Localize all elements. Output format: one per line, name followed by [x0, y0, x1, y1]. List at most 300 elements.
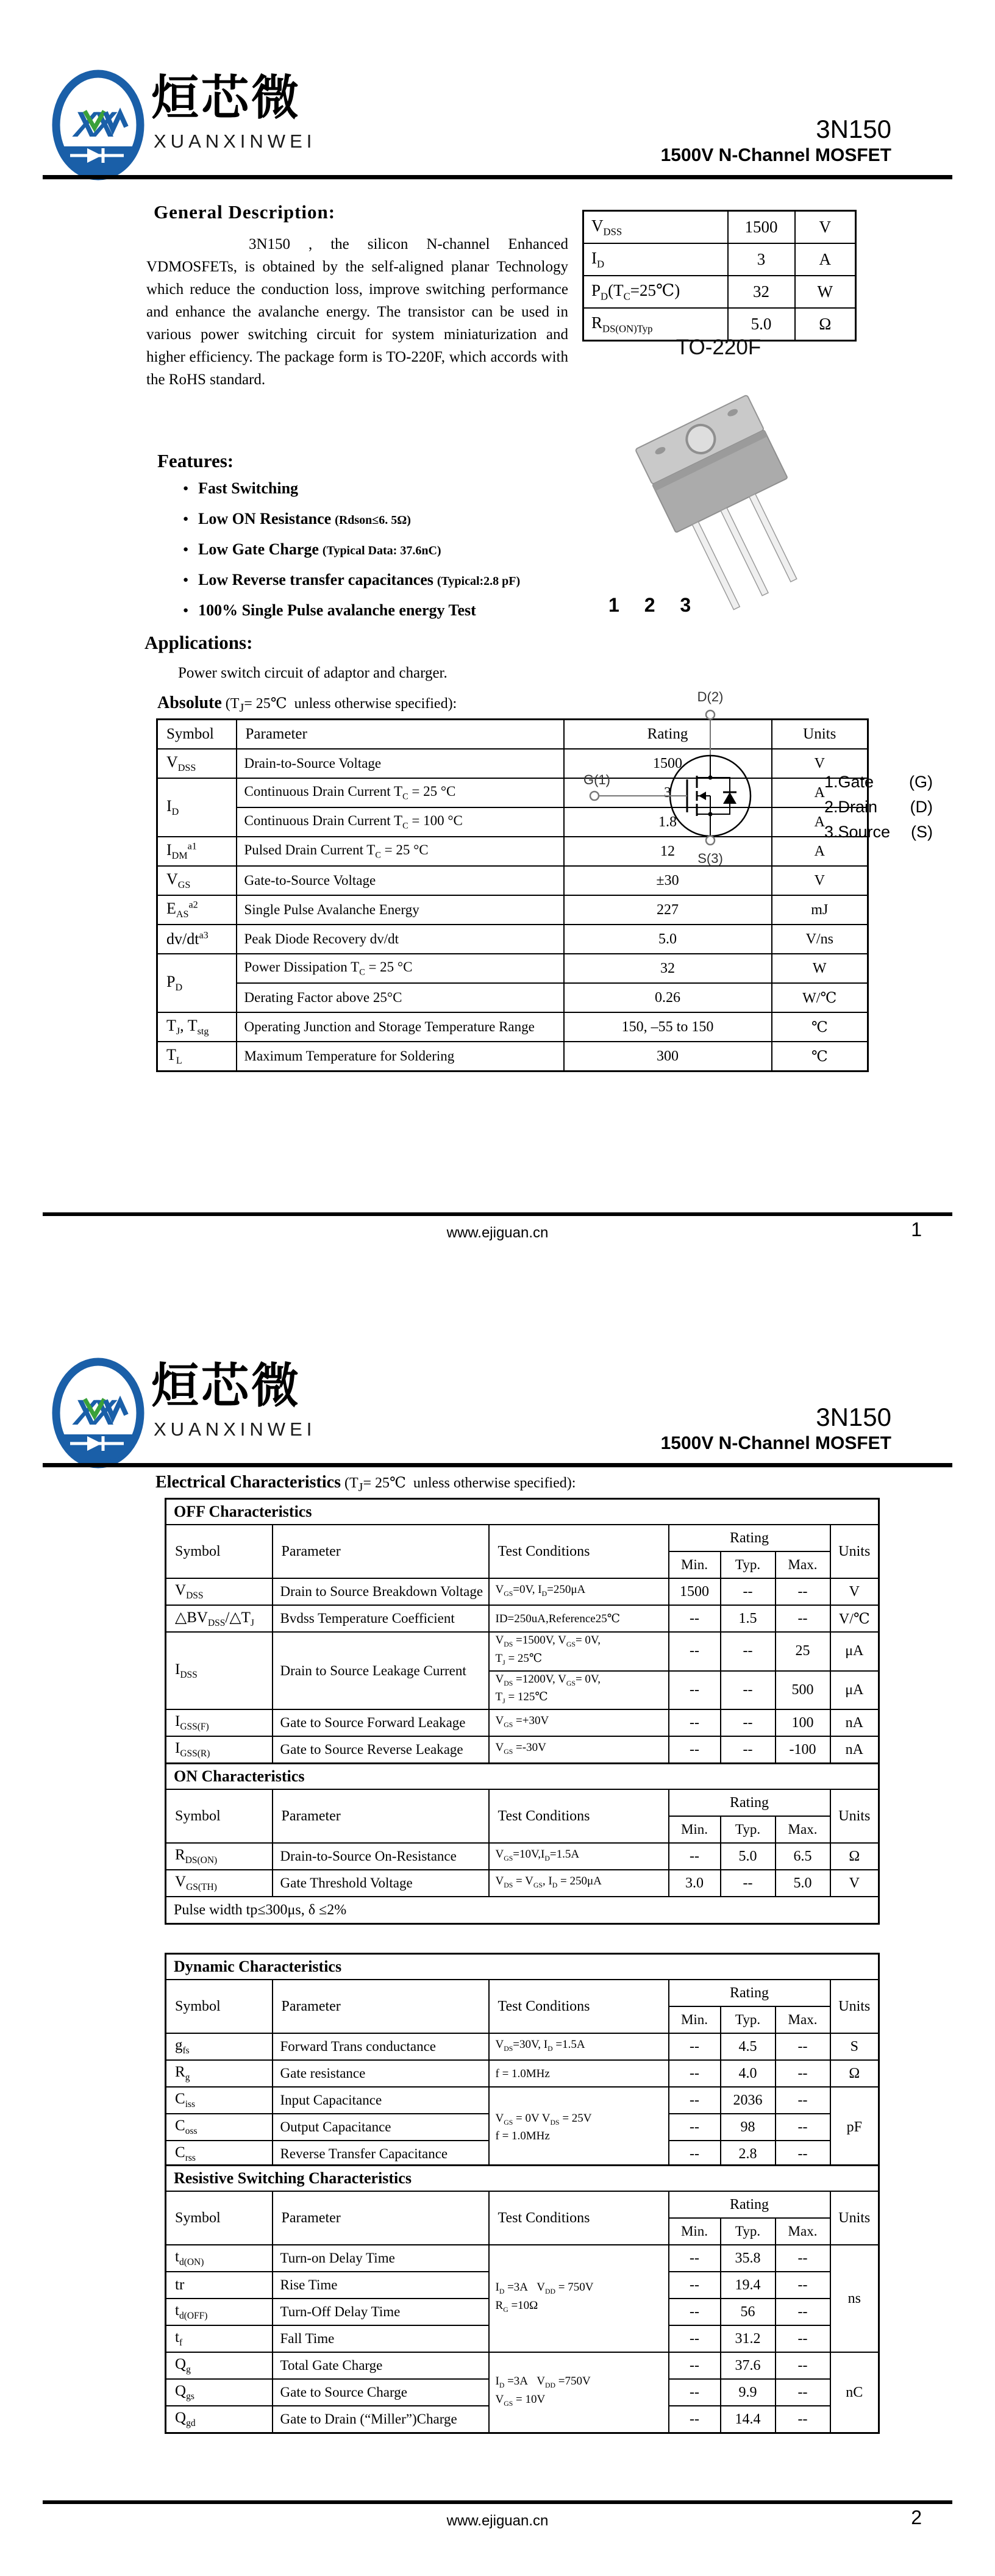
- applications-text: Power switch circuit of adaptor and charger.: [178, 665, 448, 681]
- summary-value: 32: [728, 276, 795, 308]
- conditions-cell: $V_{DS} =1200V$, $V_{GS}= 0V$, $T_J$ = 125℃: [489, 1671, 669, 1710]
- col-header-typ: Typ.: [721, 1816, 776, 1843]
- col-header-rating: Rating: [669, 1980, 830, 2006]
- gate-pin-label: G(1): [583, 772, 610, 787]
- brand-name-cn: 烜芯微: [151, 1359, 302, 1412]
- symbol-cell: $g_{fs}$: [166, 2033, 273, 2060]
- col-header-symbol: Symbol: [166, 1789, 273, 1843]
- symbol-cell: $V_{DSS}$: [157, 749, 237, 778]
- pin-name: 3.Source: [824, 823, 891, 841]
- summary-symbol: $P_D(T_C=25℃)$: [583, 276, 728, 308]
- table-row: [166, 2033, 879, 2060]
- col-header-units: Units: [830, 1789, 879, 1843]
- summary-value: 3: [728, 243, 795, 276]
- units-cell: ℃: [772, 1012, 868, 1042]
- symbol-cell: $E_{AS}^{a2}$: [157, 895, 237, 925]
- resistive-switching-table: [165, 2164, 880, 2434]
- symbol-cell: $Q_g$: [166, 2352, 273, 2379]
- feature-text: Low Reverse transfer capacitances: [198, 571, 433, 589]
- general-description-title: General Description:: [154, 201, 336, 223]
- col-header-parameter: Parameter: [273, 1525, 489, 1578]
- svg-text:X: X: [74, 1393, 98, 1433]
- max-cell: --: [776, 2141, 830, 2168]
- symbol-cell: $\triangle BV_{DSS}/\triangle T_J$: [166, 1605, 273, 1632]
- source-pin-label: S(3): [697, 851, 723, 866]
- rating-cell: 150, –55 to 150: [564, 1012, 772, 1042]
- col-header-typ: Typ.: [721, 2218, 776, 2245]
- table-section-title: OFF Characteristics: [166, 1499, 879, 1525]
- col-header-conditions: Test Conditions: [489, 1980, 669, 2033]
- pin-numbers-label: 1 2 3: [608, 594, 701, 616]
- parameter-cell: Gate resistance: [273, 2060, 489, 2087]
- table-row: [157, 954, 868, 983]
- table-row: [166, 1843, 879, 1870]
- col-header-units: Units: [830, 1980, 879, 2033]
- feature-text: Fast Switching: [198, 479, 299, 497]
- bullet-icon: ●: [183, 514, 189, 524]
- min-cell: --: [669, 1632, 721, 1671]
- col-header-units: Units: [830, 2191, 879, 2245]
- min-cell: --: [669, 2114, 721, 2141]
- max-cell: --: [776, 2087, 830, 2114]
- bullet-icon: ●: [183, 606, 189, 615]
- parameter-cell: Gate to Source Forward Leakage: [273, 1709, 489, 1736]
- table-row: [583, 276, 856, 308]
- max-cell: --: [776, 2060, 830, 2087]
- symbol-cell: $t_{d(OFF)}$: [166, 2299, 273, 2325]
- feature-text: Low ON Resistance: [198, 510, 332, 528]
- mosfet-schematic: [576, 683, 832, 921]
- pin-letter: (S): [911, 823, 933, 841]
- units-cell: V: [772, 866, 868, 895]
- min-cell: --: [669, 2141, 721, 2168]
- max-cell: 500: [776, 1671, 830, 1710]
- col-header-rating: Rating: [669, 2191, 830, 2218]
- table-section-title: Resistive Switching Characteristics: [166, 2166, 879, 2192]
- part-subtitle: 1500V N-Channel MOSFET: [660, 1433, 891, 1453]
- pin-letter: (G): [909, 773, 933, 791]
- col-header-min: Min.: [669, 1551, 721, 1578]
- parameter-cell: Gate to Source Charge: [273, 2379, 489, 2406]
- max-cell: --: [776, 2406, 830, 2433]
- symbol-cell: $Q_{gd}$: [166, 2406, 273, 2433]
- table-row: [166, 2352, 879, 2379]
- units-cell: W/℃: [772, 983, 868, 1012]
- max-cell: 25: [776, 1632, 830, 1671]
- summary-value: 1500: [728, 211, 795, 244]
- svg-text:X: X: [74, 105, 98, 145]
- col-header-max: Max.: [776, 1551, 830, 1578]
- footer-rule: [43, 2500, 952, 2504]
- symbol-cell: tr: [166, 2272, 273, 2299]
- min-cell: --: [669, 2299, 721, 2325]
- min-cell: --: [669, 2245, 721, 2272]
- parameter-cell: Drain to Source Leakage Current: [273, 1632, 489, 1709]
- key-specs-table: [582, 210, 857, 342]
- parameter-cell: Rise Time: [273, 2272, 489, 2299]
- footer-url: www.ejiguan.cn: [446, 2513, 549, 2529]
- dynamic-characteristics-table: [165, 1953, 880, 2169]
- svg-text:X: X: [92, 105, 116, 145]
- col-header-parameter: Parameter: [273, 1980, 489, 2033]
- table-row: [166, 1870, 879, 1897]
- col-header-min: Min.: [669, 2006, 721, 2033]
- parameter-cell: Turn-on Delay Time: [273, 2245, 489, 2272]
- table-row: [166, 1605, 879, 1632]
- min-cell: 1500: [669, 1578, 721, 1605]
- max-cell: 6.5: [776, 1843, 830, 1870]
- table-section-title: Dynamic Characteristics: [166, 1954, 879, 1980]
- feature-text: Low Gate Charge: [198, 540, 319, 558]
- conditions-cell: $I_D =3A$ $V_{DD} = 750V$ $R_G =10\Omega$: [489, 2245, 669, 2352]
- feature-item: [183, 479, 520, 510]
- parameter-cell: Gate to Source Reverse Leakage: [273, 1736, 489, 1764]
- absolute-title-bold: Absolute: [157, 693, 222, 712]
- parameter-cell: Gate Threshold Voltage: [273, 1870, 489, 1897]
- table-header-row: [166, 1525, 879, 1551]
- symbol-cell: $V_{DSS}$: [166, 1578, 273, 1605]
- symbol-cell: $t_f$: [166, 2325, 273, 2352]
- table-row: [166, 1736, 879, 1764]
- max-cell: 100: [776, 1709, 830, 1736]
- col-header-rating: Rating: [669, 1789, 830, 1816]
- typ-cell: 35.8: [721, 2245, 776, 2272]
- page-number: 2: [911, 2506, 922, 2528]
- min-cell: --: [669, 2325, 721, 2352]
- brand-logo-icon: [52, 1356, 144, 1470]
- col-header-max: Max.: [776, 2218, 830, 2245]
- min-cell: --: [669, 2272, 721, 2299]
- conditions-cell: $V_{GS}=10V,I_D=1.5A$: [489, 1843, 669, 1870]
- rating-cell: 5.0: [564, 925, 772, 954]
- table-header-row: [166, 1980, 879, 2006]
- table-row: [166, 2245, 879, 2272]
- on-characteristics-table: [165, 1762, 880, 1925]
- typ-cell: --: [721, 1632, 776, 1671]
- typ-cell: 37.6: [721, 2352, 776, 2379]
- symbol-cell: $I_{DSS}$: [166, 1632, 273, 1709]
- typ-cell: 1.5: [721, 1605, 776, 1632]
- conditions-cell: f = 1.0MHz: [489, 2060, 669, 2087]
- off-characteristics-table: [165, 1498, 880, 1764]
- conditions-cell: $V_{GS} =+30V$: [489, 1709, 669, 1736]
- part-number: 3N150: [816, 115, 891, 143]
- col-header-conditions: Test Conditions: [489, 2191, 669, 2245]
- symbol-cell: $V_{GS}$: [157, 866, 237, 895]
- symbol-cell: $P_D$: [157, 954, 237, 1012]
- typ-cell: 98: [721, 2114, 776, 2141]
- col-header-parameter: Parameter: [273, 2191, 489, 2245]
- col-header-max: Max.: [776, 2006, 830, 2033]
- max-cell: --: [776, 2245, 830, 2272]
- min-cell: --: [669, 2060, 721, 2087]
- drain-pin-label: D(2): [697, 689, 724, 704]
- pin-legend-row: [824, 795, 933, 820]
- units-cell: S: [830, 2033, 879, 2060]
- units-cell: μA: [830, 1671, 879, 1710]
- feature-detail: (Typical:2.8 pF): [437, 574, 521, 588]
- col-header-typ: Typ.: [721, 2006, 776, 2033]
- parameter-cell: Drain-to-Source Voltage: [237, 749, 564, 778]
- units-cell: mJ: [772, 895, 868, 925]
- parameter-cell: Input Capacitance: [273, 2087, 489, 2114]
- units-cell: V: [830, 1870, 879, 1897]
- symbol-cell: $V_{GS(TH)}$: [166, 1870, 273, 1897]
- parameter-cell: Peak Diode Recovery dv/dt: [237, 925, 564, 954]
- conditions-cell: $V_{DS} = V_{GS}$, $I_D = 250\mu A$: [489, 1870, 669, 1897]
- rating-cell: 1500: [564, 749, 772, 778]
- table-row: [157, 1012, 868, 1042]
- min-cell: --: [669, 2087, 721, 2114]
- min-cell: --: [669, 1736, 721, 1764]
- typ-cell: 14.4: [721, 2406, 776, 2433]
- symbol-cell: $dv/dt^{a3}$: [157, 925, 237, 954]
- parameter-cell: Power Dissipation $T_C = 25$ °C: [237, 954, 564, 983]
- header-rule: [43, 175, 952, 179]
- conditions-cell: $V_{DS} =1500V$, $V_{GS}= 0V$, $T_J$ = 25℃: [489, 1632, 669, 1671]
- max-cell: --: [776, 2379, 830, 2406]
- max-cell: --: [776, 2299, 830, 2325]
- units-cell: V/℃: [830, 1605, 879, 1632]
- conditions-cell: $V_{GS} =-30V$: [489, 1736, 669, 1764]
- elec-title-bold: Electrical Characteristics: [155, 1473, 341, 1492]
- rating-cell: 32: [564, 954, 772, 983]
- footer-url: www.ejiguan.cn: [446, 1225, 549, 1241]
- conditions-cell: $V_{GS} = 0V$ $V_{DS} = 25V$ f = 1.0MHz: [489, 2087, 669, 2168]
- feature-item: [183, 601, 520, 632]
- symbol-cell: $I_{DM}^{a1}$: [157, 837, 237, 866]
- units-cell: ns: [830, 2245, 879, 2352]
- parameter-cell: Fall Time: [273, 2325, 489, 2352]
- part-number: 3N150: [816, 1403, 891, 1431]
- units-cell: V/ns: [772, 925, 868, 954]
- symbol-cell: $T_J$, $T_{stg}$: [157, 1012, 237, 1042]
- col-header-rating: Rating: [564, 720, 772, 750]
- col-header-symbol: Symbol: [166, 2191, 273, 2245]
- units-cell: μA: [830, 1632, 879, 1671]
- brand-name-en: XUANXINWEI: [154, 1419, 316, 1440]
- units-cell: A: [772, 778, 868, 807]
- units-cell: V: [830, 1578, 879, 1605]
- table-header-row: [166, 1789, 879, 1816]
- symbol-cell: $T_L$: [157, 1042, 237, 1072]
- summary-unit: W: [795, 276, 856, 308]
- col-header-units: Units: [772, 720, 868, 750]
- min-cell: --: [669, 1605, 721, 1632]
- min-cell: --: [669, 2406, 721, 2433]
- parameter-cell: Drain to Source Breakdown Voltage: [273, 1578, 489, 1605]
- symbol-cell: $I_{GSS(F)}$: [166, 1709, 273, 1736]
- units-cell: nC: [830, 2352, 879, 2433]
- min-cell: --: [669, 2033, 721, 2060]
- units-cell: V: [772, 749, 868, 778]
- rating-cell: 1.8: [564, 807, 772, 837]
- typ-cell: 4.5: [721, 2033, 776, 2060]
- symbol-cell: $C_{rss}$: [166, 2141, 273, 2168]
- package-photo: [579, 365, 841, 627]
- col-header-symbol: Symbol: [166, 1980, 273, 2033]
- min-cell: --: [669, 1709, 721, 1736]
- rating-cell: 12: [564, 837, 772, 866]
- parameter-cell: Gate-to-Source Voltage: [237, 866, 564, 895]
- max-cell: --: [776, 2033, 830, 2060]
- col-header-typ: Typ.: [721, 1551, 776, 1578]
- max-cell: --: [776, 1578, 830, 1605]
- pin-letter: (D): [910, 798, 933, 816]
- part-subtitle: 1500V N-Channel MOSFET: [660, 145, 891, 165]
- summary-value: 5.0: [728, 308, 795, 341]
- parameter-cell: Forward Trans conductance: [273, 2033, 489, 2060]
- parameter-cell: Reverse Transfer Capacitance: [273, 2141, 489, 2168]
- parameter-cell: Total Gate Charge: [273, 2352, 489, 2379]
- table-row: [583, 243, 856, 276]
- parameter-cell: Gate to Drain (“Miller”)Charge: [273, 2406, 489, 2433]
- features-list: [183, 479, 520, 632]
- min-cell: 3.0: [669, 1870, 721, 1897]
- rating-cell: ±30: [564, 866, 772, 895]
- elec-title-rest: ($T_J=$ 25℃ unless otherwise specified):: [344, 1475, 576, 1494]
- rating-cell: 227: [564, 895, 772, 925]
- max-cell: -100: [776, 1736, 830, 1764]
- typ-cell: 2.8: [721, 2141, 776, 2168]
- table-section-title: ON Characteristics: [166, 1764, 879, 1790]
- col-header-conditions: Test Conditions: [489, 1789, 669, 1843]
- brand-logo-icon: [52, 68, 144, 182]
- header-rule: [43, 1463, 952, 1467]
- min-cell: --: [669, 2352, 721, 2379]
- typ-cell: --: [721, 1870, 776, 1897]
- page-number: 1: [911, 1218, 922, 1240]
- table-row: [166, 1709, 879, 1736]
- units-cell: A: [772, 807, 868, 837]
- parameter-cell: Turn-Off Delay Time: [273, 2299, 489, 2325]
- units-cell: nA: [830, 1709, 879, 1736]
- feature-item: [183, 540, 520, 571]
- features-title: Features:: [157, 450, 234, 471]
- table-row: [583, 211, 856, 244]
- units-cell: nA: [830, 1736, 879, 1764]
- parameter-cell: Maximum Temperature for Soldering: [237, 1042, 564, 1072]
- col-header-min: Min.: [669, 2218, 721, 2245]
- table-row: [166, 2060, 879, 2087]
- table-row: [166, 1897, 879, 1924]
- min-cell: --: [669, 2379, 721, 2406]
- units-cell: W: [772, 954, 868, 983]
- rating-cell: 300: [564, 1042, 772, 1072]
- col-header-parameter: Parameter: [237, 720, 564, 750]
- typ-cell: --: [721, 1578, 776, 1605]
- table-title-row: [166, 1954, 879, 1980]
- col-header-symbol: Symbol: [157, 720, 237, 750]
- feature-detail: (Typical Data: 37.6nC): [322, 544, 441, 557]
- table-title-row: [166, 2166, 879, 2192]
- max-cell: --: [776, 2272, 830, 2299]
- symbol-cell: $t_{d(ON)}$: [166, 2245, 273, 2272]
- min-cell: --: [669, 1843, 721, 1870]
- electrical-characteristics-title: [155, 1473, 576, 1495]
- typ-cell: --: [721, 1709, 776, 1736]
- symbol-cell: $I_{GSS(R)}$: [166, 1736, 273, 1764]
- parameter-cell: Continuous Drain Current $T_C = 100$ °C: [237, 807, 564, 837]
- bullet-icon: ●: [183, 575, 189, 585]
- bullet-icon: ●: [183, 484, 189, 493]
- summary-unit: A: [795, 243, 856, 276]
- feature-item: [183, 510, 520, 540]
- typ-cell: 56: [721, 2299, 776, 2325]
- feature-text: 100% Single Pulse avalanche energy Test: [198, 601, 476, 619]
- max-cell: 5.0: [776, 1870, 830, 1897]
- parameter-cell: Drain-to-Source On-Resistance: [273, 1843, 489, 1870]
- conditions-cell: $V_{DS}=30V$, $I_D =1.5A$: [489, 2033, 669, 2060]
- typ-cell: 31.2: [721, 2325, 776, 2352]
- symbol-cell: $R_{DS(ON)}$: [166, 1843, 273, 1870]
- symbol-cell: $R_g$: [166, 2060, 273, 2087]
- table-row: [157, 925, 868, 954]
- pin-legend-row: [824, 820, 933, 845]
- feature-item: [183, 571, 520, 601]
- parameter-cell: Continuous Drain Current $T_C = 25$ °C: [237, 778, 564, 807]
- conditions-cell: $V_{GS}=0V$, $I_D=250\mu A$: [489, 1578, 669, 1605]
- rating-cell: 0.26: [564, 983, 772, 1012]
- typ-cell: 19.4: [721, 2272, 776, 2299]
- min-cell: --: [669, 1671, 721, 1710]
- symbol-cell: $I_D$: [157, 778, 237, 837]
- summary-symbol: $I_D$: [583, 243, 728, 276]
- summary-unit: Ω: [795, 308, 856, 341]
- parameter-cell: Derating Factor above 25°C: [237, 983, 564, 1012]
- page-2: [0, 1288, 995, 2576]
- col-header-symbol: Symbol: [166, 1525, 273, 1578]
- pin-name: 2.Drain: [824, 798, 878, 816]
- table-row: [157, 1042, 868, 1072]
- typ-cell: 5.0: [721, 1843, 776, 1870]
- symbol-cell: $Q_{gs}$: [166, 2379, 273, 2406]
- parameter-cell: Pulsed Drain Current $T_C = 25$ °C: [237, 837, 564, 866]
- table-row: [166, 1632, 879, 1671]
- absolute-title-rest: ($T_J=$ 25℃ unless otherwise specified):: [225, 696, 457, 715]
- symbol-cell: $C_{iss}$: [166, 2087, 273, 2114]
- units-cell: Ω: [830, 1843, 879, 1870]
- applications-title: Applications:: [144, 632, 253, 653]
- table-row: [166, 1578, 879, 1605]
- typ-cell: 9.9: [721, 2379, 776, 2406]
- parameter-cell: Operating Junction and Storage Temperature Range: [237, 1012, 564, 1042]
- table-row: [157, 983, 868, 1012]
- max-cell: --: [776, 2352, 830, 2379]
- table-header-row: [166, 2191, 879, 2218]
- rating-cell: 3: [564, 778, 772, 807]
- brand-name-en: XUANXINWEI: [154, 131, 316, 152]
- table-title-row: [166, 1764, 879, 1790]
- general-description-text: 3N150 , the silicon N-channel Enhanced VDMOSFETs, is obtained by the self-aligned planar Technology which reduce the conduction loss, improve switching performance and enhance the avalanche energy. The transistor can be used in various power switching circuit for system miniaturization and higher efficiency. The package form is TO-220F, which accords with the RoHS standard.: [146, 236, 568, 388]
- typ-cell: 2036: [721, 2087, 776, 2114]
- brand-name-cn: 烜芯微: [151, 71, 302, 124]
- parameter-cell: Single Pulse Avalanche Energy: [237, 895, 564, 925]
- package-label: TO-220F: [676, 335, 761, 359]
- pin-legend-row: [824, 770, 933, 795]
- typ-cell: --: [721, 1671, 776, 1710]
- max-cell: --: [776, 2114, 830, 2141]
- units-cell: pF: [830, 2087, 879, 2168]
- max-cell: --: [776, 2325, 830, 2352]
- parameter-cell: Bvdss Temperature Coefficient: [273, 1605, 489, 1632]
- pin-legend: [824, 770, 933, 845]
- summary-unit: V: [795, 211, 856, 244]
- typ-cell: 4.0: [721, 2060, 776, 2087]
- pin-name: 1.Gate: [824, 773, 874, 791]
- svg-text:X: X: [92, 1393, 116, 1433]
- footer-rule: [43, 1212, 952, 1216]
